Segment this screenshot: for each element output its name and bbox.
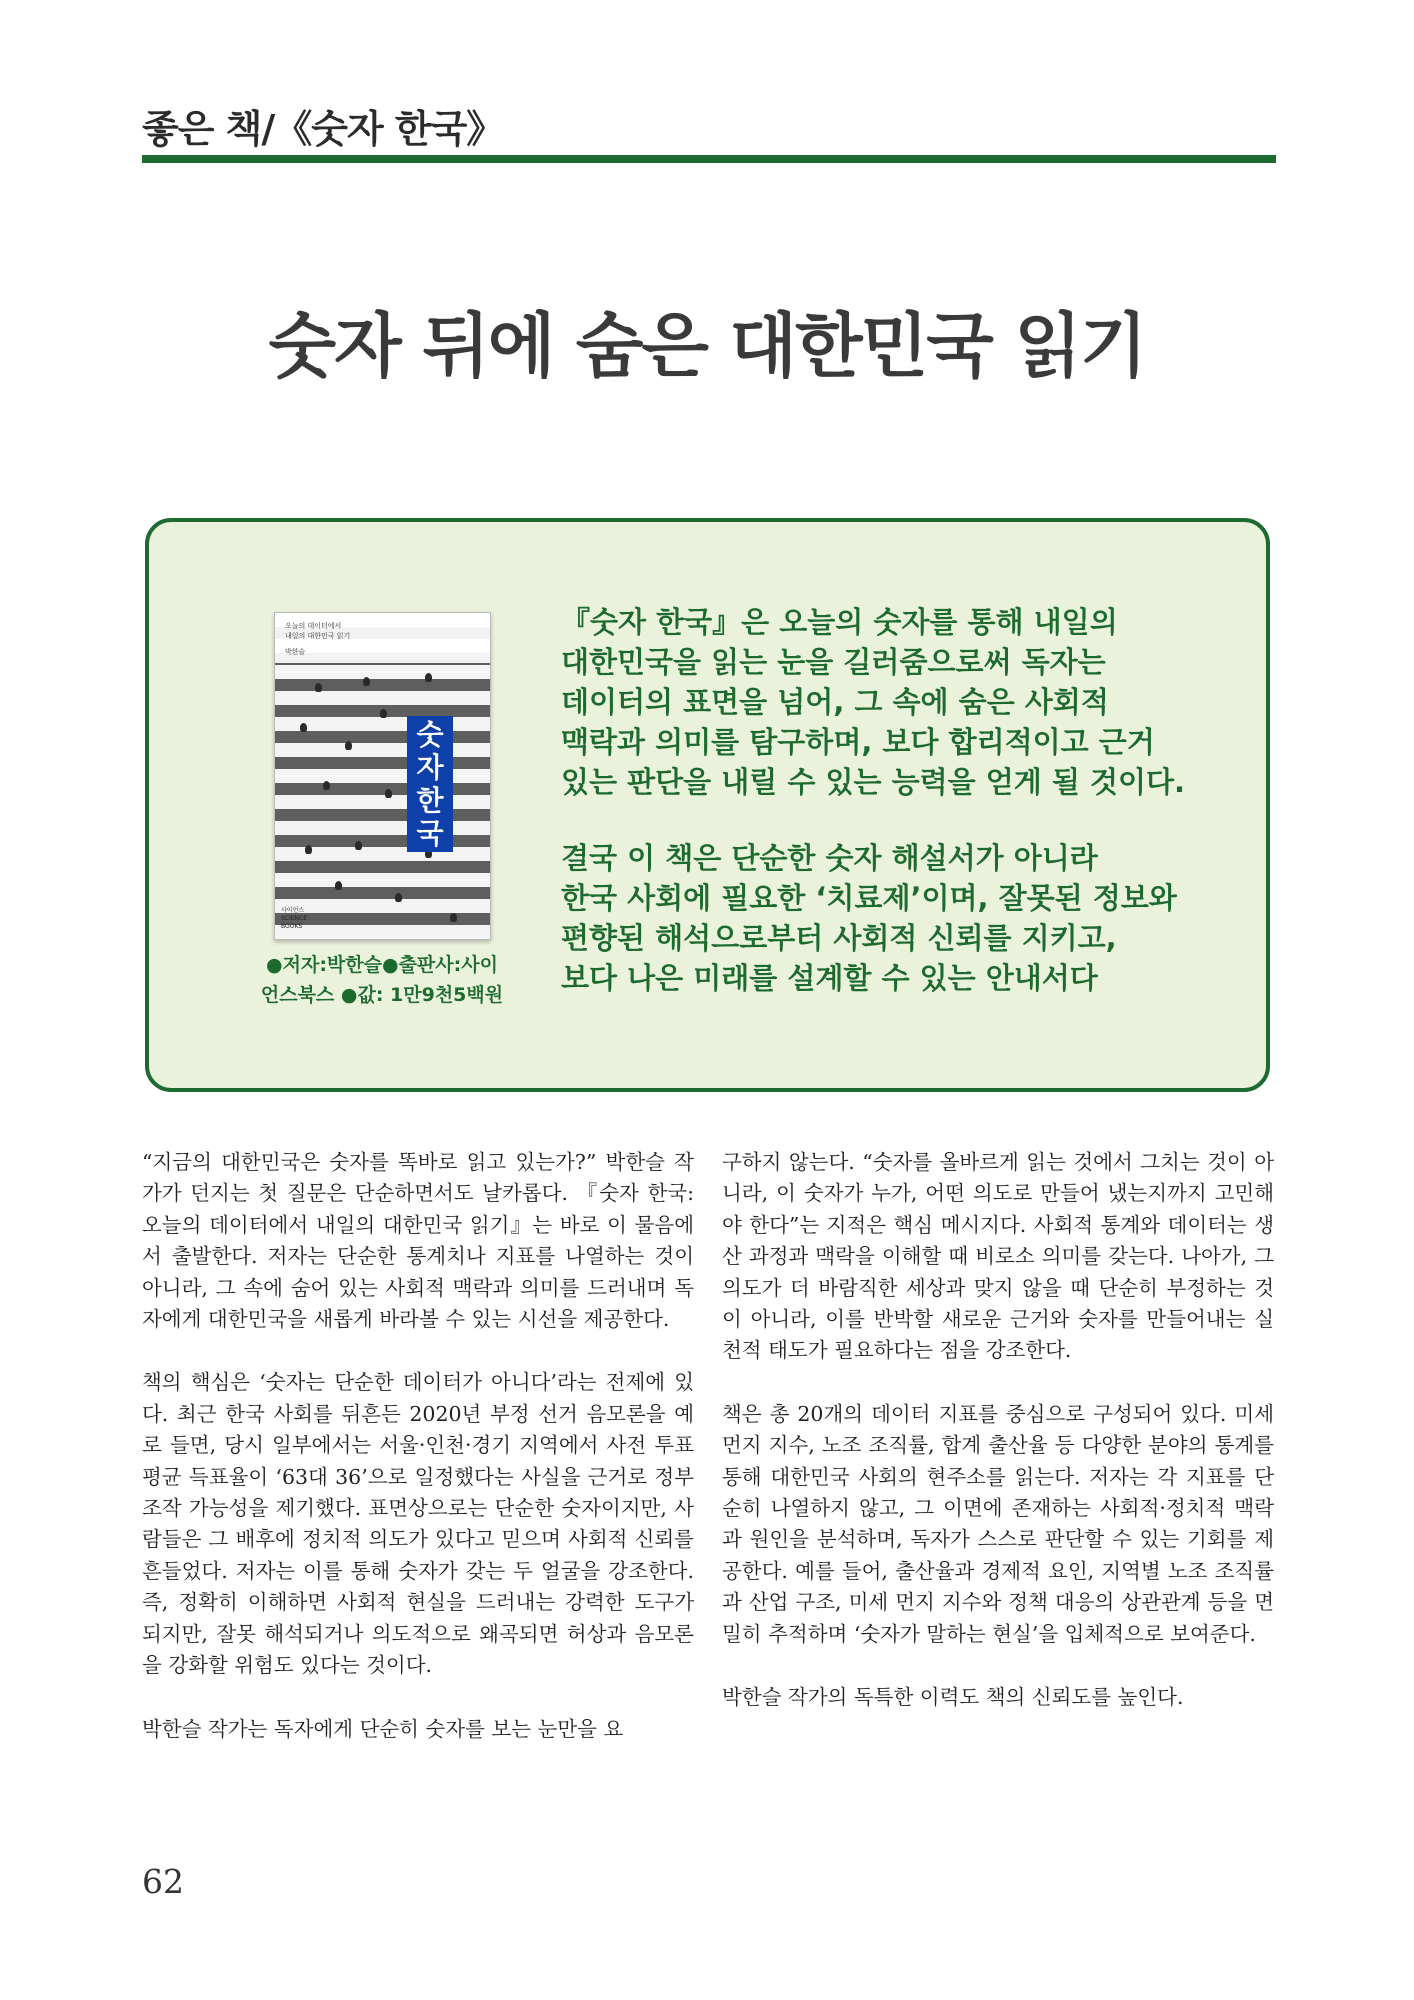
article-title: 숫자 뒤에 숨은 대한민국 읽기 xyxy=(268,305,1146,387)
book-info-line: 언스북스 ●값: 1만9천5백원 xyxy=(260,984,504,1006)
summary-line: 데이터의 표면을 넘어, 그 속에 숨은 사회적 xyxy=(561,685,1109,719)
pedestrian-icon xyxy=(345,741,352,750)
summary-line: 보다 나은 미래를 설계할 수 있는 안내서다 xyxy=(561,961,1098,995)
summary-paragraph-1 xyxy=(561,602,1241,802)
summary-line: 맥락과 의미를 탐구하며, 보다 합리적이고 근거 xyxy=(561,725,1155,759)
summary-line: 『숫자 한국』은 오늘의 숫자를 통해 내일의 xyxy=(561,605,1118,639)
summary-line: 대한민국을 읽는 눈을 길러줌으로써 독자는 xyxy=(561,645,1106,679)
pedestrian-icon xyxy=(363,677,370,686)
cover-title: 숫 자 한 국 xyxy=(407,716,453,852)
body-column-left xyxy=(142,1147,694,1777)
cover-author: 박한슬 xyxy=(285,648,306,656)
header-divider xyxy=(142,155,1276,163)
body-paragraph: “지금의 대한민국은 숫자를 똑바로 읽고 있는가?” 박한슬 작가가 던지는 첫 질문은 단순하면서도 날카롭다. 『숫자 한국: 오늘의 데이터에서 내일의 대한민국 읽기』는 바로 이 물음에서 출발한다. 저자는 단순한 통계치나 지표를 나열하는 것이 아니라, 그 속에 숨어 있는 사회적 맥락과 의미를 드러내며 독자에게 대한민국을 새롭게 바라볼 수 있는 시선을 제공한다. xyxy=(142,1150,694,1332)
pedestrian-icon xyxy=(355,841,362,850)
summary-paragraph-2 xyxy=(561,838,1241,998)
book-info-line: ●저자:박한슬●출판사:사이 xyxy=(266,954,498,976)
pedestrian-icon xyxy=(385,789,392,798)
section-header: 좋은 책/《숫자 한국》 xyxy=(142,107,504,151)
pedestrian-icon xyxy=(425,673,432,682)
pedestrian-icon xyxy=(380,709,387,718)
body-paragraph: 박한슬 작가의 독특한 이력도 책의 신뢰도를 높인다. xyxy=(722,1685,1184,1710)
cover-subtitle: 오늘의 데이터에서 내일의 대한민국 읽기 xyxy=(285,622,351,640)
pedestrian-icon xyxy=(315,683,322,692)
body-column-right xyxy=(722,1147,1274,1746)
summary-text xyxy=(561,602,1241,998)
summary-box xyxy=(145,518,1270,1092)
book-cover-image xyxy=(274,612,491,940)
pedestrian-icon xyxy=(395,893,402,902)
pedestrian-icon xyxy=(300,723,307,732)
summary-line: 편향된 해석으로부터 사회적 신뢰를 지키고, xyxy=(561,921,1117,955)
cover-publisher-logo: 사이언스 SCIENCE BOOKS xyxy=(281,907,308,930)
summary-line: 한국 사회에 필요한 ‘치료제’이며, 잘못된 정보와 xyxy=(561,881,1177,915)
summary-line: 있는 판단을 내릴 수 있는 능력을 얻게 될 것이다. xyxy=(561,765,1186,799)
pedestrian-icon xyxy=(305,845,312,854)
cover-header xyxy=(275,613,490,663)
body-paragraph: 책은 총 20개의 데이터 지표를 중심으로 구성되어 있다. 미세 먼지 지수, 노조 조직률, 합계 출산율 등 다양한 분야의 통계를 통해 대한민국 사회의 현주소를 읽는다. 저자는 각 지표를 단순히 나열하지 않고, 그 이면에 존재하는 사회적·정치적 맥락과 원인을 분석하며, 독자가 스스로 판단할 수 있는 기회를 제공한다. 예를 들어, 출산율과 경제적 요인, 지역별 노조 조직률과 산업 구조, 미세 먼지 지수와 정책 대응의 상관관계 등을 면밀히 추적하며 ‘숫자가 말하는 현실’을 입체적으로 보여준다. xyxy=(722,1401,1274,1646)
body-paragraph: 박한슬 작가는 독자에게 단순히 숫자를 보는 눈만을 요 xyxy=(142,1716,624,1741)
body-paragraph: 책의 핵심은 ‘숫자는 단순한 데이터가 아니다’라는 전제에 있다. 최근 한국 사회를 뒤흔든 2020년 부정 선거 음모론을 예로 들면, 당시 일부에서는 서울·인천·경기 지역에서 사전 투표 평균 득표율이 ‘63대 36’으로 일정했다는 사실을 근거로 정부 조작 가능성을 제기했다. 표면상으로는 단순한 숫자이지만, 사람들은 그 배후에 정치적 의도가 있다고 믿으며 사회적 신뢰를 흔들었다. 저자는 이를 통해 숫자가 갖는 두 얼굴을 강조한다. 즉, 정확히 이해하면 사회적 현실을 드러내는 강력한 도구가 되지만, 잘못 해석되거나 의도적으로 왜곡되면 허상과 음모론을 강화할 위험도 있다는 것이다. xyxy=(142,1370,694,1678)
page-number: 62 xyxy=(142,1862,184,1901)
pedestrian-icon xyxy=(335,881,342,890)
body-paragraph: 구하지 않는다. “숫자를 올바르게 읽는 것에서 그치는 것이 아니라, 이 숫자가 누가, 어떤 의도로 만들어 냈는지까지 고민해야 한다”는 지적은 핵심 메시지다. 사회적 통계와 데이터는 생산 과정과 맥락을 이해할 때 비로소 의미를 갖는다. 나아가, 그 의도가 더 바람직한 세상과 맞지 않을 때 단순히 부정하는 것이 아니라, 이를 반박할 새로운 근거와 숫자를 만들어내는 실천적 태도가 필요하다는 점을 강조한다. xyxy=(722,1150,1274,1363)
pedestrian-icon xyxy=(450,913,457,922)
pedestrian-icon xyxy=(323,781,330,790)
book-info xyxy=(253,950,511,1010)
summary-line: 결국 이 책은 단순한 숫자 해설서가 아니라 xyxy=(561,841,1098,875)
